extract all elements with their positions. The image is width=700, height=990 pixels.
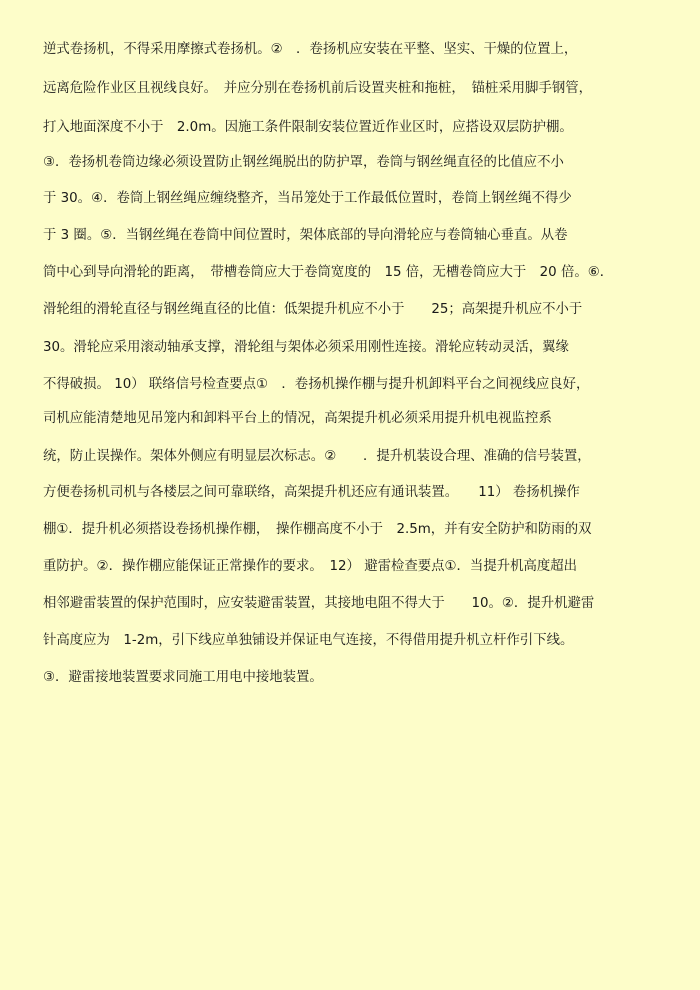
text-line-13: 方便卷扬机司机与各楼层之间可靠联络，高架提升机还应有通讯装置。 11） 卷扬机操作	[43, 485, 580, 500]
text-line-5: 于 30。④．卷筒上钢丝绳应缠绕整齐，当吊笼处于工作最低位置时，卷筒上钢丝绳不得少	[43, 191, 572, 206]
text-line-14: 棚①．提升机必须搭设卷扬机操作棚， 操作棚高度不小于 2.5m，并有安全防护和防雨的双	[43, 522, 592, 537]
text-line-16: 相邻避雷装置的保护范围时，应安装避雷装置，其接地电阻不得大于 10。②．提升机避雷	[43, 596, 595, 611]
text-line-9: 30。滑轮应采用滚动轴承支撑，滑轮组与架体必须采用刚性连接。滑轮应转动灵活，翼缘	[43, 340, 569, 355]
text-line-1: 逆式卷扬机，不得采用摩擦式卷扬机。② ．卷扬机应安装在平整、坚实、干燥的位置上，	[43, 42, 578, 57]
text-line-3: 打入地面深度不小于 2.0m。因施工条件限制安装位置近作业区时，应搭设双层防护棚。	[43, 120, 573, 135]
text-line-11: 司机应能清楚地见吊笼内和卸料平台上的情况，高架提升机必须采用提升机电视监控系	[43, 411, 552, 426]
text-line-10: 不得破损。 10） 联络信号检查要点① ．卷扬机操作棚与提升机卸料平台之间视线应良好，	[43, 377, 590, 392]
text-line-8: 滑轮组的滑轮直径与钢丝绳直径的比值：低架提升机应不小于 25；高架提升机应不小于	[43, 302, 583, 317]
text-line-6: 于 3 圈。⑤．当钢丝绳在卷筒中间位置时，架体底部的导向滑轮应与卷筒轴心垂直。从卷	[43, 228, 568, 243]
text-line-18: ③．避雷接地装置要求同施工用电中接地装置。	[43, 670, 323, 685]
text-line-7: 筒中心到导向滑轮的距离， 带槽卷筒应大于卷筒宽度的 15 倍，无槽卷筒应大于 20 倍。⑥．	[43, 265, 614, 280]
text-line-4: ③．卷扬机卷筒边缘必须设置防止钢丝绳脱出的防护罩，卷筒与钢丝绳直径的比值应不小	[43, 155, 564, 170]
text-line-15: 重防护。②．操作棚应能保证正常操作的要求。 12） 避雷检查要点①．当提升机高度超出	[43, 559, 578, 574]
text-line-17: 针高度应为 1-2m，引下线应单独铺设并保证电气连接，不得借用提升机立杆作引下线。	[43, 633, 574, 648]
text-line-2: 远离危险作业区且视线良好。 并应分别在卷扬机前后设置夹桩和拖桩， 锚桩采用脚手钢管，	[43, 81, 593, 96]
text-line-12: 统，防止误操作。架体外侧应有明显层次标志。② ．提升机装设合理、准确的信号装置，	[43, 449, 591, 464]
